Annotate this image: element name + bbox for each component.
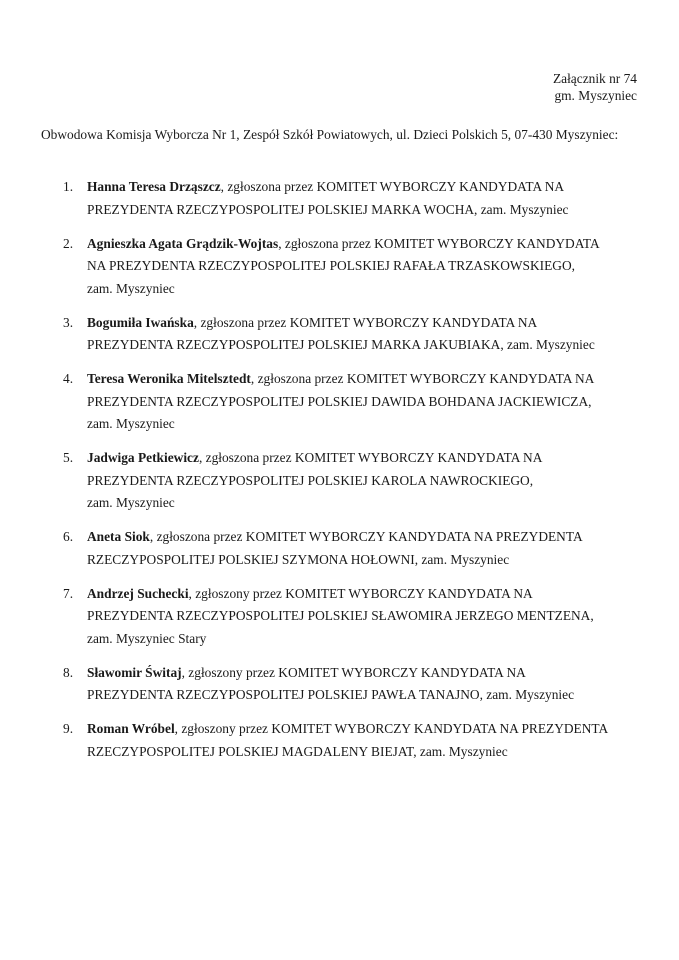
member-description: , zgłoszony przez KOMITET WYBORCZY KANDYDATA NA [181, 664, 526, 680]
member-description: , zgłoszona przez KOMITET WYBORCZY KANDYDATA NA PREZYDENTA [149, 529, 583, 544]
item-number: 2. [63, 235, 74, 251]
document-header [553, 70, 637, 104]
item-number: 3. [63, 314, 74, 330]
member-name: Teresa Weronika Mitelsztedt [87, 371, 251, 386]
member-description: , zgłoszona przez KOMITET WYBORCZY KANDYDATA NA [220, 179, 565, 194]
member-description: PREZYDENTA RZECZYPOSPOLITEJ POLSKIEJ PAWŁA TANAJNO, zam. Myszyniec [87, 687, 575, 702]
member-name: Roman Wróbel [87, 721, 175, 736]
list-item [0, 526, 679, 571]
member-description: , zgłoszona przez KOMITET WYBORCZY KANDYDATA NA [250, 371, 595, 386]
member-name: Hanna Teresa Drząszcz [87, 179, 221, 194]
members-list [0, 176, 679, 775]
member-description: , zgłoszona przez KOMITET WYBORCZY KANDYDATA [278, 235, 600, 251]
item-number: 5. [63, 450, 74, 465]
list-item [0, 233, 679, 301]
member-name: Jadwiga Petkiewicz [87, 450, 199, 465]
member-name: Aneta Siok [87, 529, 150, 544]
member-address: zam. Myszyniec Stary [87, 630, 207, 646]
member-address: zam. Myszyniec [87, 280, 175, 296]
member-description: , zgłoszona przez KOMITET WYBORCZY KANDYDATA NA [198, 450, 543, 465]
member-description: PREZYDENTA RZECZYPOSPOLITEJ POLSKIEJ SŁAWOMIRA JERZEGO MENTZENA, [87, 608, 594, 623]
member-address: zam. Myszyniec [87, 416, 175, 431]
attachment-number: Załącznik nr 74 [552, 71, 637, 86]
member-description: RZECZYPOSPOLITEJ POLSKIEJ MAGDALENY BIEJAT, zam. Myszyniec [87, 743, 508, 759]
list-item [0, 447, 679, 515]
member-description: PREZYDENTA RZECZYPOSPOLITEJ POLSKIEJ KAROLA NAWROCKIEGO, [87, 472, 534, 488]
member-name: Agnieszka Agata Grądzik-Wojtas [87, 235, 279, 251]
member-description: PREZYDENTA RZECZYPOSPOLITEJ POLSKIEJ MARKA WOCHA, zam. Myszyniec [87, 201, 569, 217]
list-item [0, 368, 679, 436]
member-description: NA PREZYDENTA RZECZYPOSPOLITEJ POLSKIEJ RAFAŁA TRZASKOWSKIEGO, [87, 258, 575, 273]
item-number: 4. [63, 371, 74, 386]
list-item [0, 662, 679, 707]
list-item [0, 176, 679, 221]
item-number: 6. [63, 529, 74, 544]
member-address: zam. Myszyniec [87, 495, 175, 510]
list-item [0, 583, 679, 651]
item-number: 9. [63, 721, 74, 736]
municipality: gm. Myszyniec [554, 88, 637, 103]
member-name: Sławomir Świtaj [87, 664, 182, 680]
list-item [0, 312, 679, 357]
member-description: , zgłoszony przez KOMITET WYBORCZY KANDYDATA NA [188, 585, 533, 601]
item-number: 1. [63, 179, 74, 194]
member-description: RZECZYPOSPOLITEJ POLSKIEJ SZYMONA HOŁOWNI, zam. Myszyniec [87, 551, 510, 567]
member-name: Bogumiła Iwańska [87, 314, 194, 330]
item-number: 8. [63, 664, 74, 680]
commission-title: Obwodowa Komisja Wyborcza Nr 1, Zespół Szkół Powiatowych, ul. Dzieci Polskich 5, 07-430 Myszyniec: [41, 127, 619, 142]
list-item [0, 718, 679, 763]
member-description: , zgłoszony przez KOMITET WYBORCZY KANDYDATA NA PREZYDENTA [174, 721, 609, 736]
item-number: 7. [63, 585, 74, 601]
member-name: Andrzej Suchecki [87, 585, 189, 601]
member-description: , zgłoszona przez KOMITET WYBORCZY KANDYDATA NA [193, 314, 538, 330]
member-description: PREZYDENTA RZECZYPOSPOLITEJ POLSKIEJ MARKA JAKUBIAKA, zam. Myszyniec [87, 337, 595, 352]
member-description: PREZYDENTA RZECZYPOSPOLITEJ POLSKIEJ DAWIDA BOHDANA JACKIEWICZA, [87, 393, 592, 409]
